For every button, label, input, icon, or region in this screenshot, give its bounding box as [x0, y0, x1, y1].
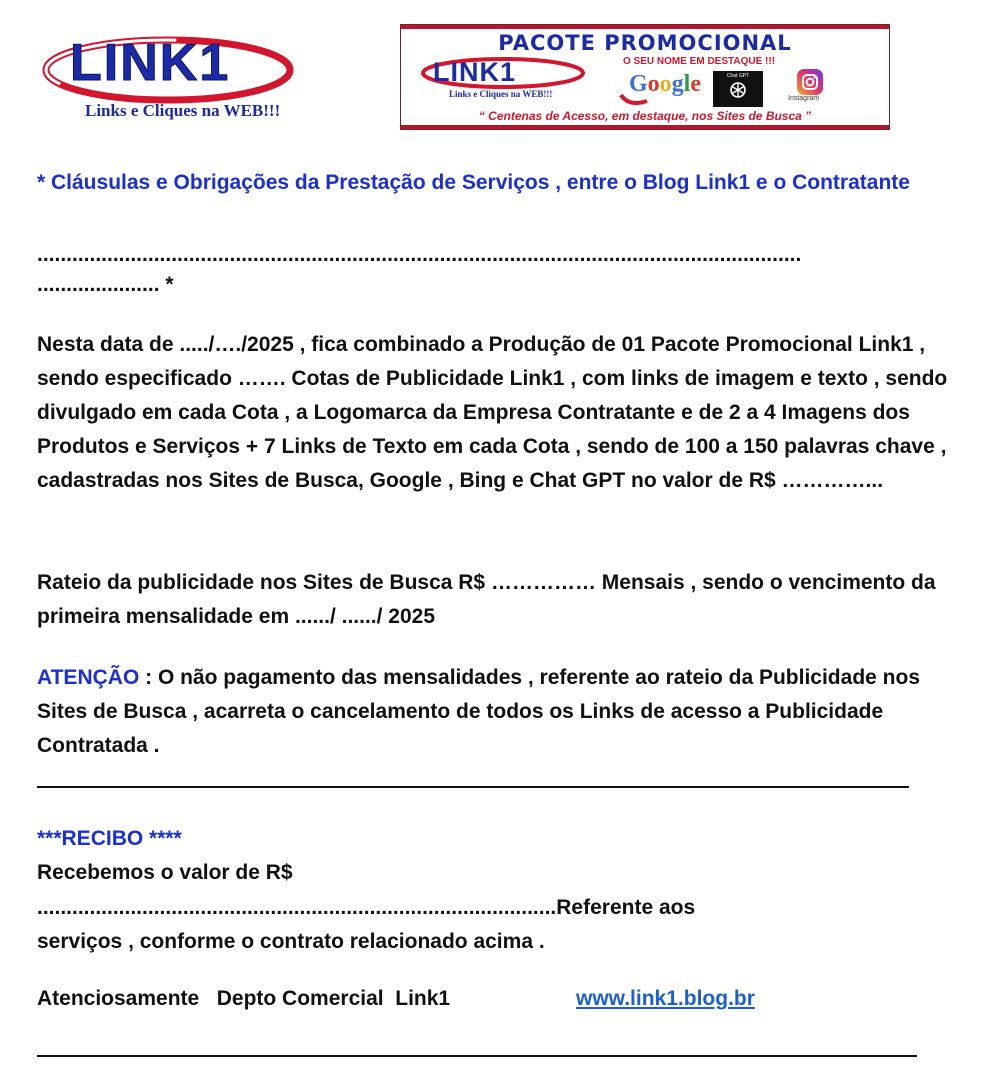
google-letter: G: [629, 71, 648, 97]
chatgpt-icon: [727, 79, 749, 101]
promo-tagline: “ Centenas de Acesso, em destaque, nos Sites de Busca ”: [478, 109, 812, 123]
receipt-line-1: Recebemos o valor de R$: [37, 861, 293, 884]
separator-line-bottom: [37, 1055, 917, 1057]
promo-banner: [400, 24, 890, 130]
link1-logo-graphic: [40, 20, 340, 130]
instagram-label: Instagram: [788, 95, 820, 102]
banner-top-stripe: [401, 25, 889, 29]
chatgpt-logo: [713, 71, 763, 107]
promo-mini-tagline: Links e Cliques na WEB!!!: [449, 89, 553, 99]
receipt-title: ***RECIBO ****: [37, 827, 182, 850]
google-letter: o: [647, 71, 660, 97]
logo-brand-text: LINK1: [70, 34, 231, 92]
receipt-line-2: .........................................................................................Referente aos: [37, 896, 696, 919]
google-logo: [629, 71, 701, 98]
signature-text: Atenciosamente Depto Comercial Link1: [37, 987, 451, 1010]
promo-highlight: O SEU NOME EM DESTAQUE !!!: [623, 56, 776, 67]
promo-title: PACOTE PROMOCIONAL: [498, 31, 792, 55]
promo-mini-logo: [419, 55, 599, 115]
warning-paragraph: [37, 661, 937, 763]
separator-line: [37, 786, 909, 788]
link1-logo: [40, 20, 340, 130]
google-letter: g: [671, 71, 684, 97]
contract-paragraph: Nesta data de ...../…./2025 , fica combinado a Produção de 01 Pacote Promocional Link1 , sendo especificado ……. Cotas de Publicidade Link1 , com links de imagem e texto , sendo divulgado em cada Cota , a Logomarca da Empresa Contratante e de 2 a 4 Imagens dos Produtos e Serviços + 7 Links de Texto em cada Cota , sendo de 100 a 150 palavras chave , cadastradas nos Sites de Busca, Google , Bing e Chat GPT no valor de R$ …………...: [37, 333, 948, 492]
chatgpt-label: Chat GPT: [726, 73, 750, 79]
warning-text: : O não pagamento das mensalidades , referente ao rateio da Publicidade nos Sites de Busca , acarreta o cancelamento de todos os Links de acesso a Publicidade Contratada .: [37, 666, 920, 757]
warning-label: ATENÇÃO: [37, 666, 140, 689]
website-link[interactable]: www.link1.blog.br: [576, 987, 755, 1010]
receipt-line-3: serviços , conforme o contrato relacionado acima .: [37, 930, 545, 953]
promo-mini-brand: LINK1: [433, 57, 517, 87]
dotted-line-end: ..................... *: [37, 273, 174, 296]
google-letter: e: [690, 71, 701, 97]
google-letter: o: [659, 71, 672, 97]
logo-tagline: Links e Cliques na WEB!!!: [85, 101, 281, 120]
banner-bottom-stripe: [401, 125, 889, 129]
dotted-line: ...................................................................................................................................: [37, 243, 802, 266]
rateio-paragraph: Rateio da publicidade nos Sites de Busca R$ …………… Mensais , sendo o vencimento da primeira mensalidade em ....../ ....../ 2025: [37, 571, 936, 628]
instagram-icon: [797, 69, 823, 95]
google-letter: l: [683, 71, 691, 97]
clauses-heading: * Cláusulas e Obrigações da Prestação de Serviços , entre o Blog Link1 e o Contratante: [37, 171, 910, 194]
